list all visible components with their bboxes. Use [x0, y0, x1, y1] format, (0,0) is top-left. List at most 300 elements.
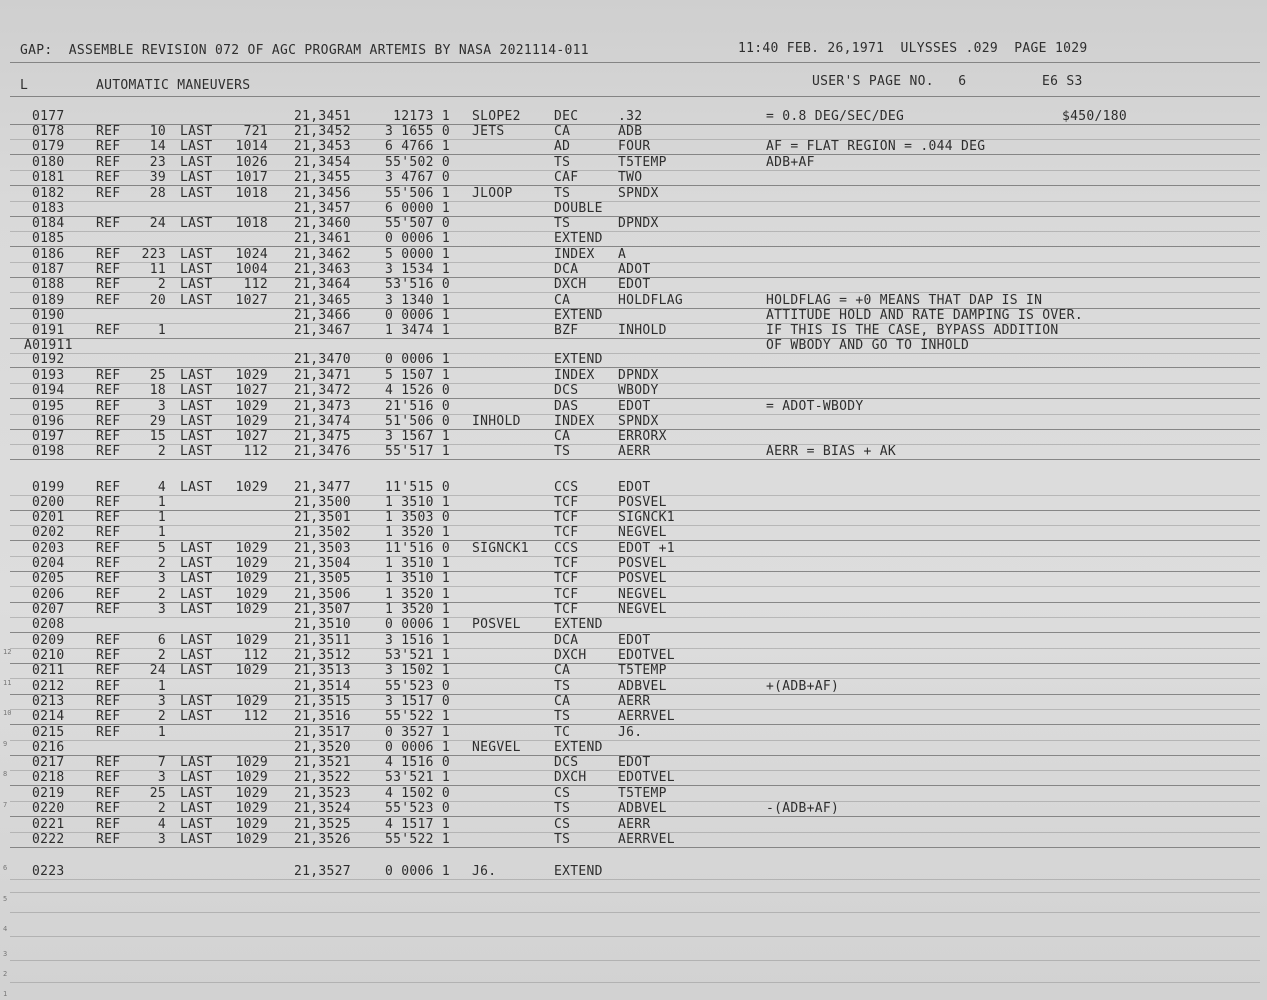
- operand: SPNDX: [618, 414, 659, 429]
- last-page: 1018: [235, 186, 268, 201]
- object-code: 1 3474 1: [384, 323, 450, 338]
- ref-label: REF: [96, 368, 121, 383]
- address: 21,3514: [294, 679, 351, 694]
- address: 21,3451: [294, 109, 351, 124]
- ref-label: REF: [96, 124, 121, 139]
- ref-label: REF: [96, 429, 121, 444]
- listing-row: [0, 740, 1267, 755]
- line-number: 0179: [32, 139, 65, 154]
- ref-label: REF: [96, 832, 121, 847]
- line-number: 0193: [32, 368, 65, 383]
- opcode: TCF: [554, 556, 579, 571]
- object-code: 11'516 0: [384, 541, 450, 556]
- section-title: AUTOMATIC MANEUVERS: [96, 78, 251, 93]
- listing-row: [0, 444, 1267, 459]
- ref-count: 3: [157, 694, 166, 709]
- opcode: EXTEND: [554, 864, 603, 879]
- listing-row: [0, 338, 1267, 353]
- last-page: 1029: [235, 663, 268, 678]
- last-page: 1029: [235, 556, 268, 571]
- operand: POSVEL: [618, 495, 667, 510]
- ref-label: REF: [96, 525, 121, 540]
- last-label: LAST: [180, 124, 213, 139]
- last-label: LAST: [180, 216, 213, 231]
- comment: +(ADB+AF): [766, 679, 840, 694]
- listing-row: [0, 510, 1267, 525]
- object-code: 4 1526 0: [384, 383, 450, 398]
- ref-label: REF: [96, 755, 121, 770]
- object-code: 12173 1: [393, 109, 450, 124]
- line-number: 0199: [32, 480, 65, 495]
- ref-label: REF: [96, 480, 121, 495]
- comment: = ADOT-WBODY: [766, 399, 864, 414]
- last-page: 1029: [235, 786, 268, 801]
- opcode: EXTEND: [554, 740, 603, 755]
- opcode: TS: [554, 801, 571, 816]
- ref-label: REF: [96, 648, 121, 663]
- ref-label: REF: [96, 510, 121, 525]
- last-page: 112: [243, 648, 268, 663]
- ref-count: 24: [149, 216, 166, 231]
- last-page: 1029: [235, 694, 268, 709]
- address: 21,3476: [294, 444, 351, 459]
- opcode: INDEX: [554, 414, 595, 429]
- listing-row: [0, 617, 1267, 632]
- operand: POSVEL: [618, 571, 667, 586]
- address: 21,3463: [294, 262, 351, 277]
- ref-count: 3: [157, 832, 166, 847]
- address: 21,3513: [294, 663, 351, 678]
- operand: ADB: [618, 124, 643, 139]
- ref-label: REF: [96, 293, 121, 308]
- operand: INHOLD: [618, 323, 667, 338]
- ref-count: 11: [149, 262, 166, 277]
- listing-row: [0, 109, 1267, 124]
- object-code: 51'506 0: [384, 414, 450, 429]
- object-code: 1 3510 1: [384, 495, 450, 510]
- line-number: 0197: [32, 429, 65, 444]
- symbol-label: JETS: [472, 124, 505, 139]
- line-number: 0214: [32, 709, 65, 724]
- listing-row: [0, 170, 1267, 185]
- last-label: LAST: [180, 663, 213, 678]
- object-code: 4 1516 0: [384, 755, 450, 770]
- last-page: 1014: [235, 139, 268, 154]
- last-label: LAST: [180, 293, 213, 308]
- operand: SPNDX: [618, 186, 659, 201]
- address: 21,3466: [294, 308, 351, 323]
- last-label: LAST: [180, 648, 213, 663]
- opcode: TCF: [554, 571, 579, 586]
- opcode: EXTEND: [554, 231, 603, 246]
- address: 21,3507: [294, 602, 351, 617]
- address: 21,3516: [294, 709, 351, 724]
- line-number: 0206: [32, 587, 65, 602]
- line-number: 0210: [32, 648, 65, 663]
- margin-number: 2: [3, 970, 8, 978]
- ref-count: 5: [157, 541, 166, 556]
- ref-label: REF: [96, 155, 121, 170]
- listing-row: [0, 429, 1267, 444]
- comment: -(ADB+AF): [766, 801, 840, 816]
- operand: WBODY: [618, 383, 659, 398]
- ref-count: 3: [157, 571, 166, 586]
- object-code: 3 1517 0: [384, 694, 450, 709]
- line-number: 0222: [32, 832, 65, 847]
- address: 21,3501: [294, 510, 351, 525]
- last-page: 1029: [235, 633, 268, 648]
- listing-title: GAP: ASSEMBLE REVISION 072 OF AGC PROGRAM ARTEMIS BY NASA 2021114-011: [20, 43, 589, 58]
- operand: HOLDFLAG: [618, 293, 684, 308]
- address: 21,3512: [294, 648, 351, 663]
- object-code: 55'522 1: [384, 832, 450, 847]
- listing-row: [0, 679, 1267, 694]
- opcode: CA: [554, 429, 571, 444]
- object-code: 21'516 0: [384, 399, 450, 414]
- last-label: LAST: [180, 832, 213, 847]
- opcode: EXTEND: [554, 308, 603, 323]
- address: 21,3470: [294, 352, 351, 367]
- comment: OF WBODY AND GO TO INHOLD: [766, 338, 970, 353]
- address: 21,3521: [294, 755, 351, 770]
- user-page-number: USER'S PAGE NO. 6: [812, 74, 967, 89]
- ref-label: REF: [96, 556, 121, 571]
- listing-row: [0, 801, 1267, 816]
- address: 21,3502: [294, 525, 351, 540]
- ref-label: REF: [96, 399, 121, 414]
- listing-row: [0, 755, 1267, 770]
- last-page: 1029: [235, 801, 268, 816]
- opcode: DXCH: [554, 648, 587, 663]
- listing-row: [0, 186, 1267, 201]
- opcode: TCF: [554, 525, 579, 540]
- last-page: 1027: [235, 429, 268, 444]
- opcode: TS: [554, 444, 571, 459]
- last-page: 1029: [235, 602, 268, 617]
- listing-row: [0, 556, 1267, 571]
- last-label: LAST: [180, 709, 213, 724]
- opcode: TCF: [554, 510, 579, 525]
- margin-number: 10: [3, 709, 12, 717]
- listing-row: [0, 633, 1267, 648]
- address: 21,3503: [294, 541, 351, 556]
- object-code: 4 1517 1: [384, 817, 450, 832]
- operand: J6.: [618, 725, 643, 740]
- last-label: LAST: [180, 755, 213, 770]
- last-label: LAST: [180, 694, 213, 709]
- ref-label: REF: [96, 541, 121, 556]
- last-label: LAST: [180, 414, 213, 429]
- listing-row: [0, 495, 1267, 510]
- ref-count: 39: [149, 170, 166, 185]
- opcode: TCF: [554, 587, 579, 602]
- ref-count: 24: [149, 663, 166, 678]
- line-number: 0198: [32, 444, 65, 459]
- ref-label: REF: [96, 725, 121, 740]
- operand: AERRVEL: [618, 709, 675, 724]
- ref-label: REF: [96, 679, 121, 694]
- ref-count: 3: [157, 770, 166, 785]
- last-page: 1029: [235, 480, 268, 495]
- opcode: BZF: [554, 323, 579, 338]
- address: 21,3460: [294, 216, 351, 231]
- operand: SIGNCK1: [618, 510, 675, 525]
- address: 21,3517: [294, 725, 351, 740]
- operand: AERRVEL: [618, 832, 675, 847]
- last-page: 1029: [235, 541, 268, 556]
- ref-count: 2: [157, 587, 166, 602]
- symbol-label: J6.: [472, 864, 497, 879]
- ref-label: REF: [96, 414, 121, 429]
- address: 21,3474: [294, 414, 351, 429]
- line-number: 0180: [32, 155, 65, 170]
- line-number: 0201: [32, 510, 65, 525]
- ref-label: REF: [96, 444, 121, 459]
- opcode: TC: [554, 725, 571, 740]
- ref-count: 28: [149, 186, 166, 201]
- ref-count: 10: [149, 124, 166, 139]
- line-number: 0202: [32, 525, 65, 540]
- last-label: LAST: [180, 139, 213, 154]
- opcode: TS: [554, 186, 571, 201]
- object-code: 0 0006 1: [384, 231, 450, 246]
- last-label: LAST: [180, 399, 213, 414]
- listing-row: [0, 541, 1267, 556]
- listing-row: [0, 201, 1267, 216]
- last-page: 1029: [235, 832, 268, 847]
- last-page: 1024: [235, 247, 268, 262]
- operand: AERR: [618, 817, 651, 832]
- opcode: CA: [554, 124, 571, 139]
- listing-row: [0, 247, 1267, 262]
- listing-row: [0, 587, 1267, 602]
- listing-row: [0, 352, 1267, 367]
- operand: AERR: [618, 444, 651, 459]
- ref-count: 20: [149, 293, 166, 308]
- ref-count: 2: [157, 277, 166, 292]
- symbol-label: INHOLD: [472, 414, 521, 429]
- opcode: DEC: [554, 109, 579, 124]
- last-page: 1027: [235, 383, 268, 398]
- ref-count: 15: [149, 429, 166, 444]
- line-number: 0221: [32, 817, 65, 832]
- address: 21,3454: [294, 155, 351, 170]
- last-page: 112: [243, 277, 268, 292]
- last-page: 1018: [235, 216, 268, 231]
- last-label: LAST: [180, 801, 213, 816]
- opcode: DCS: [554, 755, 579, 770]
- comment: ADB+AF: [766, 155, 815, 170]
- line-number: 0209: [32, 633, 65, 648]
- object-code: 3 1340 1: [384, 293, 450, 308]
- line-number: 0185: [32, 231, 65, 246]
- margin-number: 9: [3, 740, 8, 748]
- object-code: 3 1534 1: [384, 262, 450, 277]
- last-page: 1029: [235, 587, 268, 602]
- listing-row: [0, 770, 1267, 785]
- object-code: 0 0006 1: [384, 308, 450, 323]
- last-label: LAST: [180, 602, 213, 617]
- object-code: 55'502 0: [384, 155, 450, 170]
- ref-count: 4: [157, 817, 166, 832]
- listing-row: [0, 571, 1267, 586]
- object-code: 1 3510 1: [384, 571, 450, 586]
- line-number: 0219: [32, 786, 65, 801]
- ref-count: 1: [157, 725, 166, 740]
- address: 21,3510: [294, 617, 351, 632]
- opcode: CA: [554, 694, 571, 709]
- listing-row: [0, 216, 1267, 231]
- object-code: 53'516 0: [384, 277, 450, 292]
- listing-row: [0, 308, 1267, 323]
- listing-row: [0, 525, 1267, 540]
- comment: ATTITUDE HOLD AND RATE DAMPING IS OVER.: [766, 308, 1083, 323]
- last-label: LAST: [180, 186, 213, 201]
- listing-row: [0, 414, 1267, 429]
- object-code: 4 1502 0: [384, 786, 450, 801]
- ref-count: 2: [157, 801, 166, 816]
- operand: T5TEMP: [618, 786, 667, 801]
- operand: AERR: [618, 694, 651, 709]
- last-label: LAST: [180, 383, 213, 398]
- address: 21,3455: [294, 170, 351, 185]
- last-label: LAST: [180, 277, 213, 292]
- address: 21,3456: [294, 186, 351, 201]
- margin-number: 7: [3, 801, 8, 809]
- margin-number: 8: [3, 770, 8, 778]
- line-number: 0211: [32, 663, 65, 678]
- line-number: 0183: [32, 201, 65, 216]
- last-page: 1029: [235, 817, 268, 832]
- opcode: TS: [554, 216, 571, 231]
- operand: EDOT: [618, 633, 651, 648]
- last-label: LAST: [180, 556, 213, 571]
- object-code: 0 0006 1: [384, 352, 450, 367]
- operand: EDOT: [618, 277, 651, 292]
- operand: EDOTVEL: [618, 648, 675, 663]
- symbol-label: POSVEL: [472, 617, 521, 632]
- operand: POSVEL: [618, 556, 667, 571]
- line-number: 0189: [32, 293, 65, 308]
- operand: FOUR: [618, 139, 651, 154]
- address: 21,3520: [294, 740, 351, 755]
- last-label: LAST: [180, 633, 213, 648]
- last-label: LAST: [180, 444, 213, 459]
- ref-label: REF: [96, 602, 121, 617]
- listing-row: [0, 262, 1267, 277]
- ref-count: 1: [157, 510, 166, 525]
- operand: T5TEMP: [618, 155, 667, 170]
- last-label: LAST: [180, 155, 213, 170]
- ref-count: 223: [141, 247, 166, 262]
- last-label: LAST: [180, 368, 213, 383]
- listing-row: [0, 864, 1267, 879]
- address: 21,3475: [294, 429, 351, 444]
- operand: TWO: [618, 170, 643, 185]
- ref-label: REF: [96, 139, 121, 154]
- operand: A: [618, 247, 627, 262]
- last-page: 1029: [235, 368, 268, 383]
- object-code: 1 3503 0: [384, 510, 450, 525]
- opcode: DCA: [554, 262, 579, 277]
- listing-row: [0, 155, 1267, 170]
- line-number: 0208: [32, 617, 65, 632]
- object-code: 3 1655 0: [384, 124, 450, 139]
- ref-label: REF: [96, 216, 121, 231]
- listing-row: [0, 602, 1267, 617]
- address: 21,3524: [294, 801, 351, 816]
- page-code: E6 S3: [1042, 74, 1083, 89]
- line-number: 0192: [32, 352, 65, 367]
- last-label: LAST: [180, 170, 213, 185]
- opcode: TS: [554, 832, 571, 847]
- line-number: 0177: [32, 109, 65, 124]
- object-code: 3 1502 1: [384, 663, 450, 678]
- address: 21,3515: [294, 694, 351, 709]
- address: 21,3522: [294, 770, 351, 785]
- listing-row: [0, 817, 1267, 832]
- line-number: 0188: [32, 277, 65, 292]
- ref-label: REF: [96, 801, 121, 816]
- address: 21,3525: [294, 817, 351, 832]
- ref-count: 2: [157, 648, 166, 663]
- last-page: 1029: [235, 770, 268, 785]
- ref-count: 2: [157, 709, 166, 724]
- margin-number: 11: [3, 679, 12, 687]
- object-code: 3 4767 0: [384, 170, 450, 185]
- operand: DPNDX: [618, 368, 659, 383]
- listing-row: [0, 399, 1267, 414]
- ref-label: REF: [96, 633, 121, 648]
- ref-count: 3: [157, 602, 166, 617]
- ref-label: REF: [96, 694, 121, 709]
- opcode: INDEX: [554, 247, 595, 262]
- object-code: 55'517 1: [384, 444, 450, 459]
- line-number: 0220: [32, 801, 65, 816]
- opcode: CS: [554, 786, 571, 801]
- address: 21,3471: [294, 368, 351, 383]
- ref-count: 1: [157, 323, 166, 338]
- opcode: CA: [554, 663, 571, 678]
- operand: ADBVEL: [618, 801, 667, 816]
- ref-count: 1: [157, 679, 166, 694]
- object-code: 0 0006 1: [384, 740, 450, 755]
- ref-label: REF: [96, 247, 121, 262]
- ref-count: 2: [157, 556, 166, 571]
- last-label: LAST: [180, 817, 213, 832]
- last-page: 1029: [235, 414, 268, 429]
- last-label: LAST: [180, 247, 213, 262]
- listing-timestamp: 11:40 FEB. 26,1971 ULYSSES .029 PAGE 1029: [738, 41, 1088, 56]
- object-code: 3 1567 1: [384, 429, 450, 444]
- last-label: LAST: [180, 786, 213, 801]
- last-label: LAST: [180, 571, 213, 586]
- opcode: AD: [554, 139, 571, 154]
- line-number: 0195: [32, 399, 65, 414]
- ref-label: REF: [96, 663, 121, 678]
- line-number: 0215: [32, 725, 65, 740]
- opcode: DXCH: [554, 277, 587, 292]
- ref-label: REF: [96, 587, 121, 602]
- object-code: 55'523 0: [384, 679, 450, 694]
- opcode: DCA: [554, 633, 579, 648]
- line-number: 0182: [32, 186, 65, 201]
- address: 21,3467: [294, 323, 351, 338]
- line-number: A01911: [24, 338, 73, 353]
- ref-count: 25: [149, 368, 166, 383]
- last-page: 1026: [235, 155, 268, 170]
- symbol-label: SIGNCK1: [472, 541, 529, 556]
